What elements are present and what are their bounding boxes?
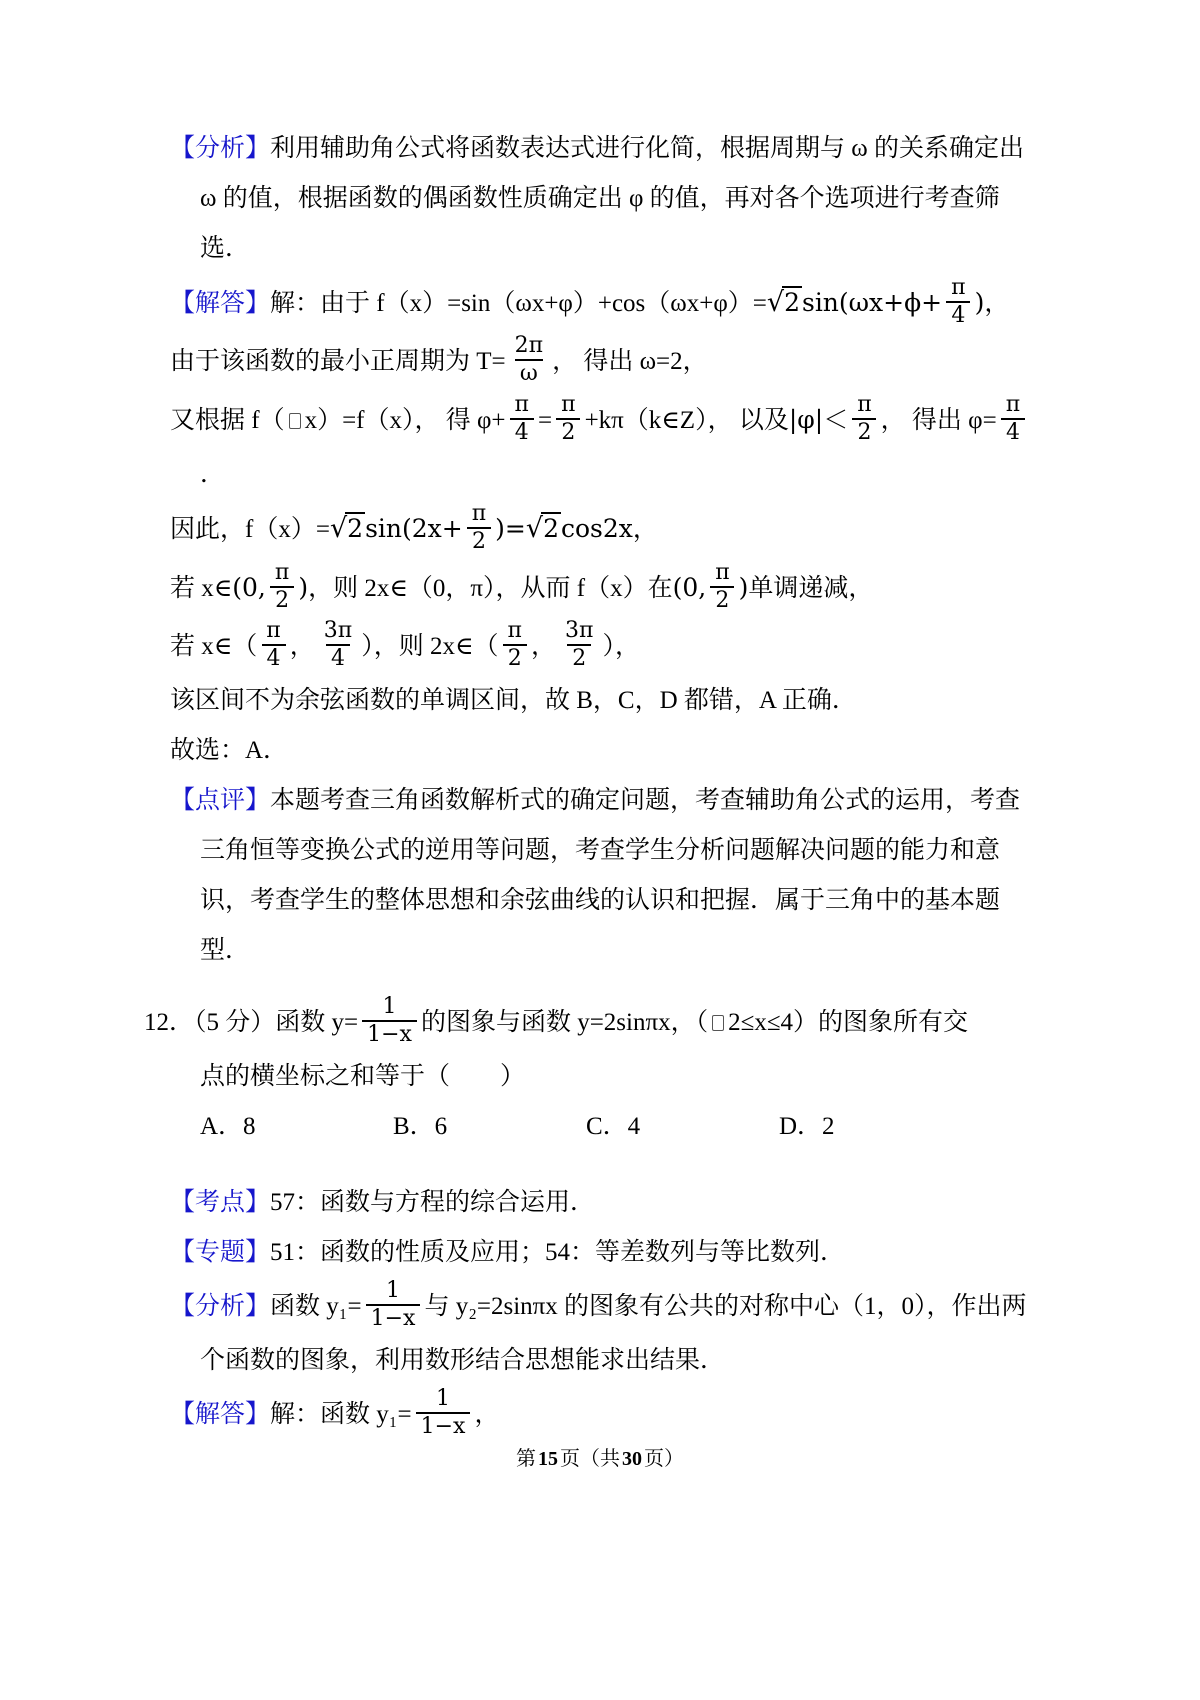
frac-den: 1−x	[362, 1020, 417, 1048]
even-text3: =	[538, 407, 553, 434]
zhuanti-line	[170, 1228, 1090, 1278]
sqrt-2	[330, 514, 365, 543]
frac-den: 2	[852, 418, 876, 446]
footer-prefix: 第	[516, 1448, 536, 1470]
fraction-pi-over-2	[710, 561, 734, 613]
if1-math1: (0,	[232, 573, 266, 602]
frac-den: 2	[567, 644, 591, 672]
frac-den: ω	[515, 359, 543, 387]
if1-text3: 单调递减，	[748, 575, 874, 602]
period-text2: ， 得出 ω=2，	[552, 348, 708, 375]
frac-den: 2	[270, 586, 294, 614]
analysis2-text3: 个函数的图象，利用数形结合思想能求出结果．	[200, 1347, 726, 1374]
if2-text3: ），则 2x∈（	[361, 633, 499, 660]
solution1-formula-line	[170, 274, 1090, 333]
radical-icon: √	[766, 287, 785, 318]
comment-line3	[200, 876, 1090, 926]
fraction-pi-over-2	[467, 502, 491, 554]
period-text1: 由于该函数的最小正周期为 T=	[170, 348, 506, 375]
analysis1-line2	[200, 174, 1090, 224]
frac-num: 3π	[564, 618, 594, 644]
if2-text2: ，	[289, 633, 315, 660]
analysis2-text1: 函数 y₁=	[270, 1293, 362, 1320]
solution2-text2: ，	[474, 1401, 500, 1428]
frac-den: 2	[556, 418, 580, 446]
zhuanti-text: 51：函数的性质及应用；54：等差数列与等比数列．	[270, 1239, 846, 1266]
solution2-text1: 解：函数 y₁=	[270, 1401, 412, 1428]
frac-num: π	[715, 560, 730, 586]
fraction-3pi-over-2	[560, 619, 598, 671]
fraction-pi-over-2	[270, 561, 294, 613]
if1-math2: )	[298, 573, 309, 602]
lone-period-line	[200, 450, 1090, 500]
comment-text2: 三角恒等变换公式的逆用等问题，考查学生分析问题解决问题的能力和意	[200, 837, 1001, 864]
zhuanti-label: 【专题】	[170, 1239, 271, 1266]
if1-text1: 若 x∈	[170, 575, 233, 602]
radicand: 2	[347, 514, 364, 543]
if2-text5: ），	[602, 633, 640, 660]
frac-num: 1	[386, 1278, 401, 1304]
frac-den: 4	[510, 418, 534, 446]
fraction-pi-over-4	[946, 276, 970, 328]
frac-num: π	[274, 560, 290, 586]
solution1-if2-line	[170, 618, 1090, 676]
frac-num: π	[266, 618, 281, 644]
comment-text4: 型．	[200, 937, 251, 964]
q12-text4: 点的横坐标之和等于（ ）	[200, 1063, 526, 1090]
solution1-final-answer-line	[170, 726, 1090, 776]
even-text1: 又根据 f（	[170, 407, 285, 434]
even-text4: +kπ（k∈Z）， 以及	[584, 407, 789, 434]
frac-num: π	[471, 501, 487, 527]
frac-num: π	[561, 392, 576, 418]
footer-page-number: 15	[538, 1448, 558, 1470]
frac-num: 1	[436, 1386, 451, 1412]
fraction-pi-over-2	[852, 393, 876, 445]
analysis2-line1	[170, 1278, 1090, 1336]
q12-text2: 的图象与函数 y=2sinπx，（	[420, 1009, 709, 1036]
frac-num: π	[857, 392, 872, 418]
analysis1-line1	[170, 124, 1090, 174]
q12-text1: 12．（5 分）函数 y=	[144, 1009, 359, 1036]
fraction-pi-over-2	[556, 393, 580, 445]
frac-den: 4	[1001, 418, 1025, 446]
frac-den: 1−x	[416, 1412, 471, 1440]
comment-label: 【点评】	[170, 787, 271, 814]
fraction-1-over-1-minus-x	[366, 1279, 421, 1331]
solution1-math2: )，	[974, 288, 1010, 317]
fraction-1-over-1-minus-x	[362, 995, 417, 1047]
final-answer-text: 故选：A．	[170, 737, 289, 764]
option-c: C．4	[586, 1113, 641, 1140]
sqrt-2	[767, 288, 802, 317]
radicand: 2	[543, 514, 559, 543]
comment-text3: 识，考查学生的整体思想和余弦曲线的认识和把握．属于三角中的基本题	[200, 887, 1001, 914]
q12-text3: 2≤x≤4）的图象所有交	[728, 1009, 969, 1036]
analysis-label: 【分析】	[170, 1293, 271, 1320]
sqrt-2	[526, 514, 561, 543]
radical-icon: √	[329, 513, 348, 544]
thus-math2: )=	[495, 514, 526, 543]
analysis1-text2: ω 的值，根据函数的偶函数性质确定出 φ 的值，再对各个选项进行考查筛	[200, 185, 1000, 212]
frac-num: π	[507, 618, 522, 644]
solution-label: 【解答】	[170, 1401, 271, 1428]
solution1-if1-line	[170, 559, 1090, 618]
fraction-pi-over-2	[502, 619, 526, 671]
solution-label: 【解答】	[170, 290, 271, 317]
if2-text4: ，	[530, 633, 556, 660]
radical-icon: √	[525, 513, 544, 544]
radicand: 2	[784, 288, 800, 317]
missing-glyph-icon	[289, 413, 301, 429]
fraction-1-over-1-minus-x	[416, 1387, 471, 1439]
conclusion-text: 该区间不为余弦函数的单调区间，故 B，C，D 都错，A 正确．	[170, 687, 857, 714]
frac-den: 2	[467, 527, 491, 555]
comment-line4	[200, 926, 1090, 976]
thus-math1: sin(2x+	[365, 514, 463, 543]
lone-period: ．	[200, 461, 226, 488]
fraction-2pi-over-omega	[510, 334, 548, 386]
spacer	[170, 976, 1090, 994]
even-text6: ， 得出 φ=	[880, 407, 997, 434]
missing-glyph-icon	[712, 1015, 724, 1031]
comment-line2	[200, 826, 1090, 876]
frac-den: 4	[946, 301, 970, 329]
footer-middle: 页（共	[560, 1448, 620, 1470]
page-footer	[0, 1442, 1200, 1471]
analysis2-text2: 与 y₂=2sinπx 的图象有公共的对称中心（1，0），作出两	[424, 1293, 1027, 1320]
analysis1-text1: 利用辅助角公式将函数表达式进行化简，根据周期与 ω 的关系确定出	[270, 135, 1024, 162]
kaodian-label: 【考点】	[170, 1189, 271, 1216]
analysis1-text3: 选．	[200, 235, 251, 262]
kaodian-line	[170, 1178, 1090, 1228]
frac-den: 4	[262, 644, 286, 672]
option-d: D．2	[779, 1113, 835, 1140]
frac-num: 2π	[514, 333, 544, 359]
option-a: A．8	[200, 1113, 256, 1140]
fraction-pi-over-4	[261, 619, 285, 671]
comment-line1	[170, 776, 1090, 826]
fraction-3pi-over-4	[319, 619, 357, 671]
frac-den: 1−x	[366, 1304, 421, 1332]
frac-num: 1	[382, 994, 397, 1020]
if1-math3: (0,	[672, 573, 707, 602]
solution1-even-line	[170, 391, 1090, 450]
footer-suffix: 页）	[644, 1448, 684, 1470]
frac-den: 2	[710, 586, 734, 614]
frac-den: 2	[503, 644, 527, 672]
spacer	[170, 1152, 1090, 1178]
solution1-period-line	[170, 333, 1090, 391]
frac-num: π	[951, 275, 966, 301]
solution1-math1: sin(ωx+ϕ+	[801, 288, 943, 317]
abs-phi: |φ|	[788, 405, 824, 434]
frac-num: π	[1005, 392, 1021, 418]
solution1-thus-line	[170, 500, 1090, 559]
solution2-line1	[170, 1386, 1090, 1444]
even-text5: ＜	[823, 407, 849, 434]
option-b: B．6	[393, 1113, 448, 1140]
thus-math3: cos2x，	[561, 514, 658, 543]
question12-options	[200, 1102, 1090, 1152]
analysis2-line2	[200, 1336, 1090, 1386]
comment-text1: 本题考查三角函数解析式的确定问题，考查辅助角公式的运用，考查	[270, 787, 1021, 814]
solution1-conclusion-line	[170, 676, 1090, 726]
question12-line2	[200, 1052, 1090, 1102]
even-text2: x）=f（x）， 得 φ+	[304, 407, 506, 434]
if2-text1: 若 x∈（	[170, 633, 258, 660]
fraction-pi-over-4	[1001, 393, 1025, 445]
footer-total-pages: 30	[622, 1448, 642, 1470]
question12-line1	[144, 994, 1090, 1052]
kaodian-text: 57：函数与方程的综合运用．	[270, 1189, 596, 1216]
thus-text1: 因此，f（x）=	[170, 516, 330, 543]
if1-math4: )	[738, 573, 749, 602]
frac-num: 3π	[323, 618, 353, 644]
analysis-label: 【分析】	[170, 135, 271, 162]
frac-den: 4	[326, 644, 350, 672]
fraction-pi-over-4	[510, 393, 534, 445]
solution1-intro: 解：由于 f（x）=sin（ωx+φ）+cos（ωx+φ）=	[270, 290, 767, 317]
frac-num: π	[514, 392, 529, 418]
if1-text2: ，则 2x∈（0，π），从而 f（x）在	[308, 575, 673, 602]
analysis1-line3	[200, 224, 1090, 274]
